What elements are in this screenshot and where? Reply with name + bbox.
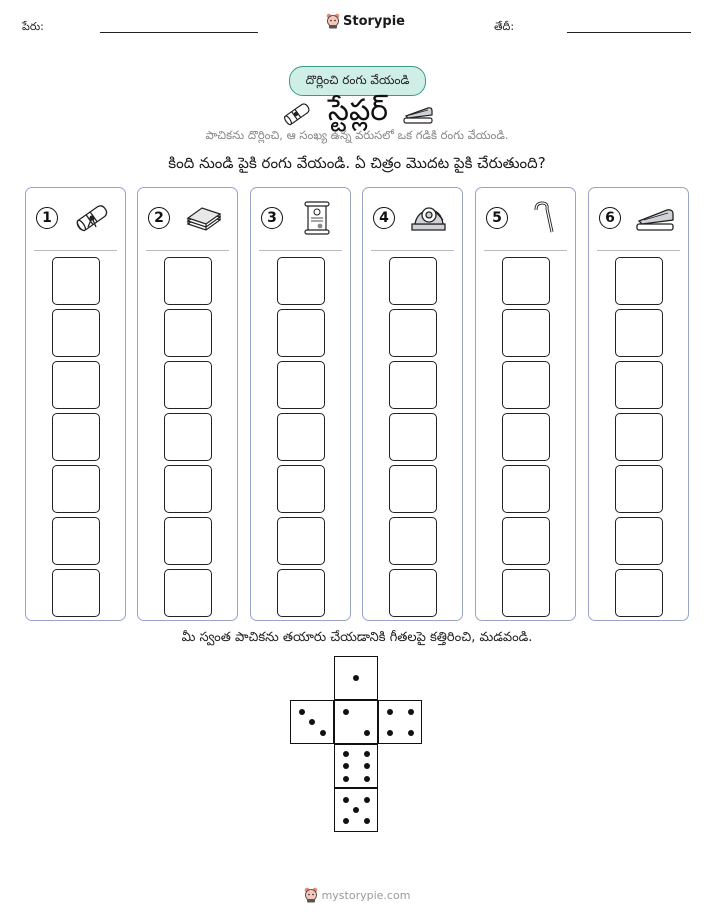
color-box[interactable] [389, 257, 437, 305]
dice-face-2 [334, 700, 378, 744]
column-3 [250, 187, 351, 621]
dice-pip [353, 807, 359, 813]
stapler-icon [635, 200, 675, 236]
color-box[interactable] [164, 361, 212, 409]
certificate-scroll-icon [297, 200, 337, 236]
column-divider [597, 250, 680, 251]
color-box[interactable] [277, 517, 325, 565]
color-box[interactable] [389, 517, 437, 565]
column-header [138, 188, 237, 248]
color-box[interactable] [277, 309, 325, 357]
column-number: 4 [373, 207, 395, 229]
date-line[interactable] [567, 32, 691, 33]
dice-face-3 [290, 700, 334, 744]
dice-pip [364, 730, 370, 736]
date-label: తేదీ: [494, 20, 515, 33]
color-box[interactable] [277, 413, 325, 461]
column-2 [137, 187, 238, 621]
dice-pip [408, 730, 414, 736]
color-box[interactable] [52, 309, 100, 357]
color-box[interactable] [164, 569, 212, 617]
column-number: 3 [261, 207, 283, 229]
rolled-certificate-icon [280, 100, 314, 128]
name-line[interactable] [100, 32, 258, 33]
cut-instruction: మీ స్వంత పాచికను తయారు చేయడానికి గీతలపై కత్తిరించి, మడవండి. [181, 630, 533, 645]
page-title: స్టేప్లర్ [327, 93, 389, 128]
color-box[interactable] [277, 569, 325, 617]
dice-pip [343, 776, 349, 782]
paper-stack-icon [184, 200, 224, 236]
column-divider [484, 250, 567, 251]
pill-text: దొర్లించి రంగు వేయండి [305, 72, 410, 87]
color-box[interactable] [52, 569, 100, 617]
color-box[interactable] [389, 309, 437, 357]
color-box[interactable] [389, 361, 437, 409]
color-box[interactable] [164, 413, 212, 461]
dice-face-4 [378, 700, 422, 744]
column-divider [371, 250, 454, 251]
color-box[interactable] [615, 413, 663, 461]
column-header [363, 188, 462, 248]
column-header [251, 188, 350, 248]
color-box[interactable] [502, 413, 550, 461]
color-box[interactable] [502, 465, 550, 513]
color-box[interactable] [164, 465, 212, 513]
color-box[interactable] [615, 309, 663, 357]
dice-pip [343, 709, 349, 715]
color-box[interactable] [277, 465, 325, 513]
color-box[interactable] [389, 569, 437, 617]
dice-pip [299, 709, 305, 715]
color-box[interactable] [615, 569, 663, 617]
hook-icon [522, 200, 562, 236]
column-header [476, 188, 575, 248]
color-box[interactable] [615, 257, 663, 305]
column-divider [34, 250, 117, 251]
dice-pip [387, 709, 393, 715]
column-header [26, 188, 125, 248]
column-number: 1 [36, 207, 58, 229]
color-box[interactable] [615, 517, 663, 565]
footer-url[interactable]: mystorypie.com [321, 888, 411, 902]
dice-pip [387, 730, 393, 736]
dice-pip [364, 751, 370, 757]
color-box[interactable] [615, 465, 663, 513]
dice-face-5 [334, 788, 378, 832]
color-box[interactable] [502, 257, 550, 305]
color-box[interactable] [389, 413, 437, 461]
footer [0, 887, 714, 903]
color-box[interactable] [52, 361, 100, 409]
column-header [589, 188, 688, 248]
bear-mascot-icon [304, 887, 318, 903]
column-divider [146, 250, 229, 251]
dice-pip [343, 818, 349, 824]
column-1 [25, 187, 126, 621]
activity-pill [289, 66, 426, 96]
column-number: 2 [148, 207, 170, 229]
instruction: కింది నుండి పైకి రంగు వేయండి. ఏ చిత్రం మొదట పైకి చేరుతుంది? [168, 154, 546, 172]
column-number: 6 [599, 207, 621, 229]
column-4 [362, 187, 463, 621]
dice-pip [353, 675, 359, 681]
brand-logo [326, 13, 405, 29]
color-box[interactable] [52, 413, 100, 461]
color-box[interactable] [277, 257, 325, 305]
color-box[interactable] [502, 361, 550, 409]
column-number: 5 [486, 207, 508, 229]
color-box[interactable] [164, 309, 212, 357]
dice-pip [343, 763, 349, 769]
dice-pip [320, 730, 326, 736]
dice-pip [343, 751, 349, 757]
dice-pip [364, 818, 370, 824]
color-box[interactable] [277, 361, 325, 409]
color-box[interactable] [615, 361, 663, 409]
dice-pip [309, 719, 315, 725]
stapler-icon [402, 103, 434, 125]
dice-pip [364, 763, 370, 769]
color-box[interactable] [52, 517, 100, 565]
brand-name: Storypie [343, 13, 405, 29]
color-box[interactable] [389, 465, 437, 513]
dice-pip [408, 709, 414, 715]
color-box[interactable] [164, 257, 212, 305]
color-box[interactable] [502, 517, 550, 565]
dice-face-1 [334, 656, 378, 700]
dice-pip [343, 797, 349, 803]
color-box[interactable] [502, 309, 550, 357]
dice-face-6 [334, 744, 378, 788]
color-box[interactable] [52, 465, 100, 513]
column-divider [259, 250, 342, 251]
rolled-certificate-icon [72, 200, 112, 236]
bear-mascot-icon [326, 13, 340, 29]
column-5 [475, 187, 576, 621]
color-box[interactable] [52, 257, 100, 305]
column-6 [588, 187, 689, 621]
dice-pip [364, 776, 370, 782]
subtitle: పాచికను దొర్లించి, ఆ సంఖ్య ఉన్న వరుసలో ఒక గడికి రంగు వేయండి. [205, 128, 509, 142]
name-label: పేరు: [22, 20, 44, 33]
color-box[interactable] [502, 569, 550, 617]
color-box[interactable] [164, 517, 212, 565]
dice-pip [364, 797, 370, 803]
tape-dispenser-icon [409, 200, 449, 236]
